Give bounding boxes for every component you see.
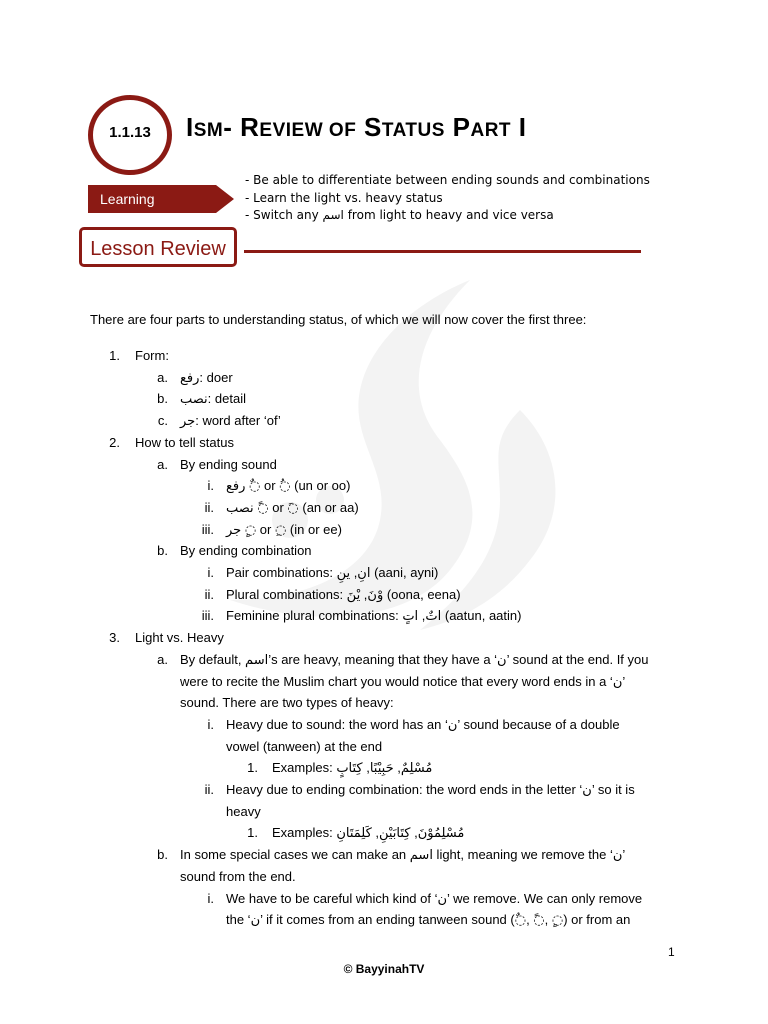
lesson-review-box bbox=[79, 227, 237, 267]
outline-marker: b. bbox=[157, 543, 168, 559]
page-number: 1 bbox=[668, 945, 675, 959]
title-part: I bbox=[511, 112, 527, 142]
objective-item: - Be able to differentiate between ending sounds and combinations bbox=[245, 173, 650, 187]
outline-marker: c. bbox=[157, 413, 168, 429]
outline-item-text: By default, اسم’s are heavy, meaning that they have a ‘ن’ sound at the end. If you bbox=[180, 651, 649, 667]
title-part: P bbox=[444, 112, 471, 142]
footer-copyright: © BayyinahTV bbox=[343, 962, 425, 976]
title-part: EVIEW OF bbox=[259, 120, 357, 141]
outline-marker: 1. bbox=[247, 760, 258, 776]
section-number: 1.1.13 bbox=[109, 124, 151, 141]
outline-item-text: vowel (tanween) at the end bbox=[226, 738, 383, 754]
outline-marker: 1. bbox=[109, 348, 120, 363]
outline-item-text: جر: word after ‘of’ bbox=[180, 413, 281, 429]
outline-item-text: رفع: doer bbox=[180, 369, 233, 385]
outline-item-text: Examples: مُسْلِمٌ, حَبِيْبًا, كِتَابٍ bbox=[272, 760, 433, 776]
outline-item-text: By ending combination bbox=[180, 543, 312, 559]
outline-marker: i. bbox=[207, 890, 214, 906]
outline-marker: i. bbox=[207, 478, 214, 494]
outline-marker: a. bbox=[157, 651, 168, 667]
title-part: ART bbox=[470, 120, 512, 141]
outline-marker: b. bbox=[157, 847, 168, 863]
outline-marker: i. bbox=[207, 716, 214, 732]
objective-item: - Learn the light vs. heavy status bbox=[245, 190, 443, 205]
lesson-review-label: Lesson Review bbox=[90, 238, 226, 260]
outline-marker: i. bbox=[207, 565, 214, 580]
intro-paragraph: There are four parts to understanding status, of which we will now cover the first three: bbox=[90, 312, 587, 327]
outline-marker: iii. bbox=[201, 608, 214, 624]
outline-item-text: Heavy due to sound: the word has an ‘ن’ sound because of a double bbox=[226, 716, 620, 732]
outline-marker: 2. bbox=[109, 434, 120, 450]
outline-item-text: How to tell status bbox=[135, 434, 234, 450]
title-part: SM bbox=[193, 120, 224, 141]
outline-item-text: نصب: detail bbox=[180, 391, 246, 407]
outline-marker: b. bbox=[157, 391, 168, 407]
objective-item: - Switch any اسم from light to heavy and vice versa bbox=[245, 208, 554, 222]
page-title bbox=[186, 112, 527, 143]
outline-marker: ii. bbox=[204, 782, 214, 797]
outline-marker: 1. bbox=[247, 825, 258, 841]
outline-marker: a. bbox=[157, 456, 168, 472]
outline-marker: 3. bbox=[109, 630, 120, 646]
outline-item-text: We have to be careful which kind of ‘ن’ we remove. We can only remove bbox=[226, 890, 643, 906]
outline-item-text: نصب ◌ً or ◌َ (an or aa) bbox=[226, 499, 359, 515]
outline-item-text: Heavy due to ending combination: the word ends in the letter ‘ن’ so it is bbox=[226, 782, 635, 797]
learning-label: Learning bbox=[100, 191, 155, 207]
title-part: - R bbox=[223, 112, 260, 142]
outline-item-text: Plural combinations: وْنَ, يْنَ (oona, eena) bbox=[226, 586, 461, 602]
outline-item-text: Light vs. Heavy bbox=[135, 630, 224, 646]
section-badge bbox=[88, 95, 172, 175]
outline-item-text: جر ◌ٍ or ◌ِ (in or ee) bbox=[226, 521, 342, 537]
outline-item-text: the ‘ن’ if it comes from an ending tanween sound (◌ٌ, ◌ً, ◌ٍ) or from an bbox=[226, 912, 631, 928]
title-part: S bbox=[356, 112, 382, 142]
outline-item-text: رفع ◌ٌ or ◌ُ (un or oo) bbox=[226, 478, 351, 494]
outline-item-text: heavy bbox=[226, 803, 261, 819]
learning-objectives bbox=[245, 172, 650, 225]
outline-marker: a. bbox=[157, 369, 168, 385]
outline-item-text: By ending sound bbox=[180, 456, 277, 472]
outline-marker: ii. bbox=[204, 586, 214, 602]
outline-item-text: were to recite the Muslim chart you would notice that every word ends in a ‘ن’ bbox=[180, 673, 626, 689]
title-part: I bbox=[186, 112, 194, 142]
outline-marker: iii. bbox=[201, 521, 214, 537]
outline-item-text: Form: bbox=[135, 348, 169, 363]
outline-item-text: sound. There are two types of heavy: bbox=[180, 695, 394, 711]
outline-marker: ii. bbox=[204, 499, 214, 515]
outline-item-text: Pair combinations: انِ, ينِ (aani, ayni) bbox=[226, 565, 439, 580]
title-part: TATUS bbox=[381, 120, 445, 141]
outline-item-text: Examples: مُسْلِمُوْنَ, كِتَابَيْنِ, كَلِمَتَانِ bbox=[272, 825, 465, 841]
section-divider bbox=[244, 250, 641, 253]
outline-item-text: In some special cases we can make an اسم light, meaning we remove the ‘ن’ bbox=[180, 847, 626, 863]
outline-item-text: Feminine plural combinations: اتٌ, اتٍ (aatun, aatin) bbox=[226, 608, 522, 624]
outline-item-text: sound from the end. bbox=[180, 868, 296, 884]
